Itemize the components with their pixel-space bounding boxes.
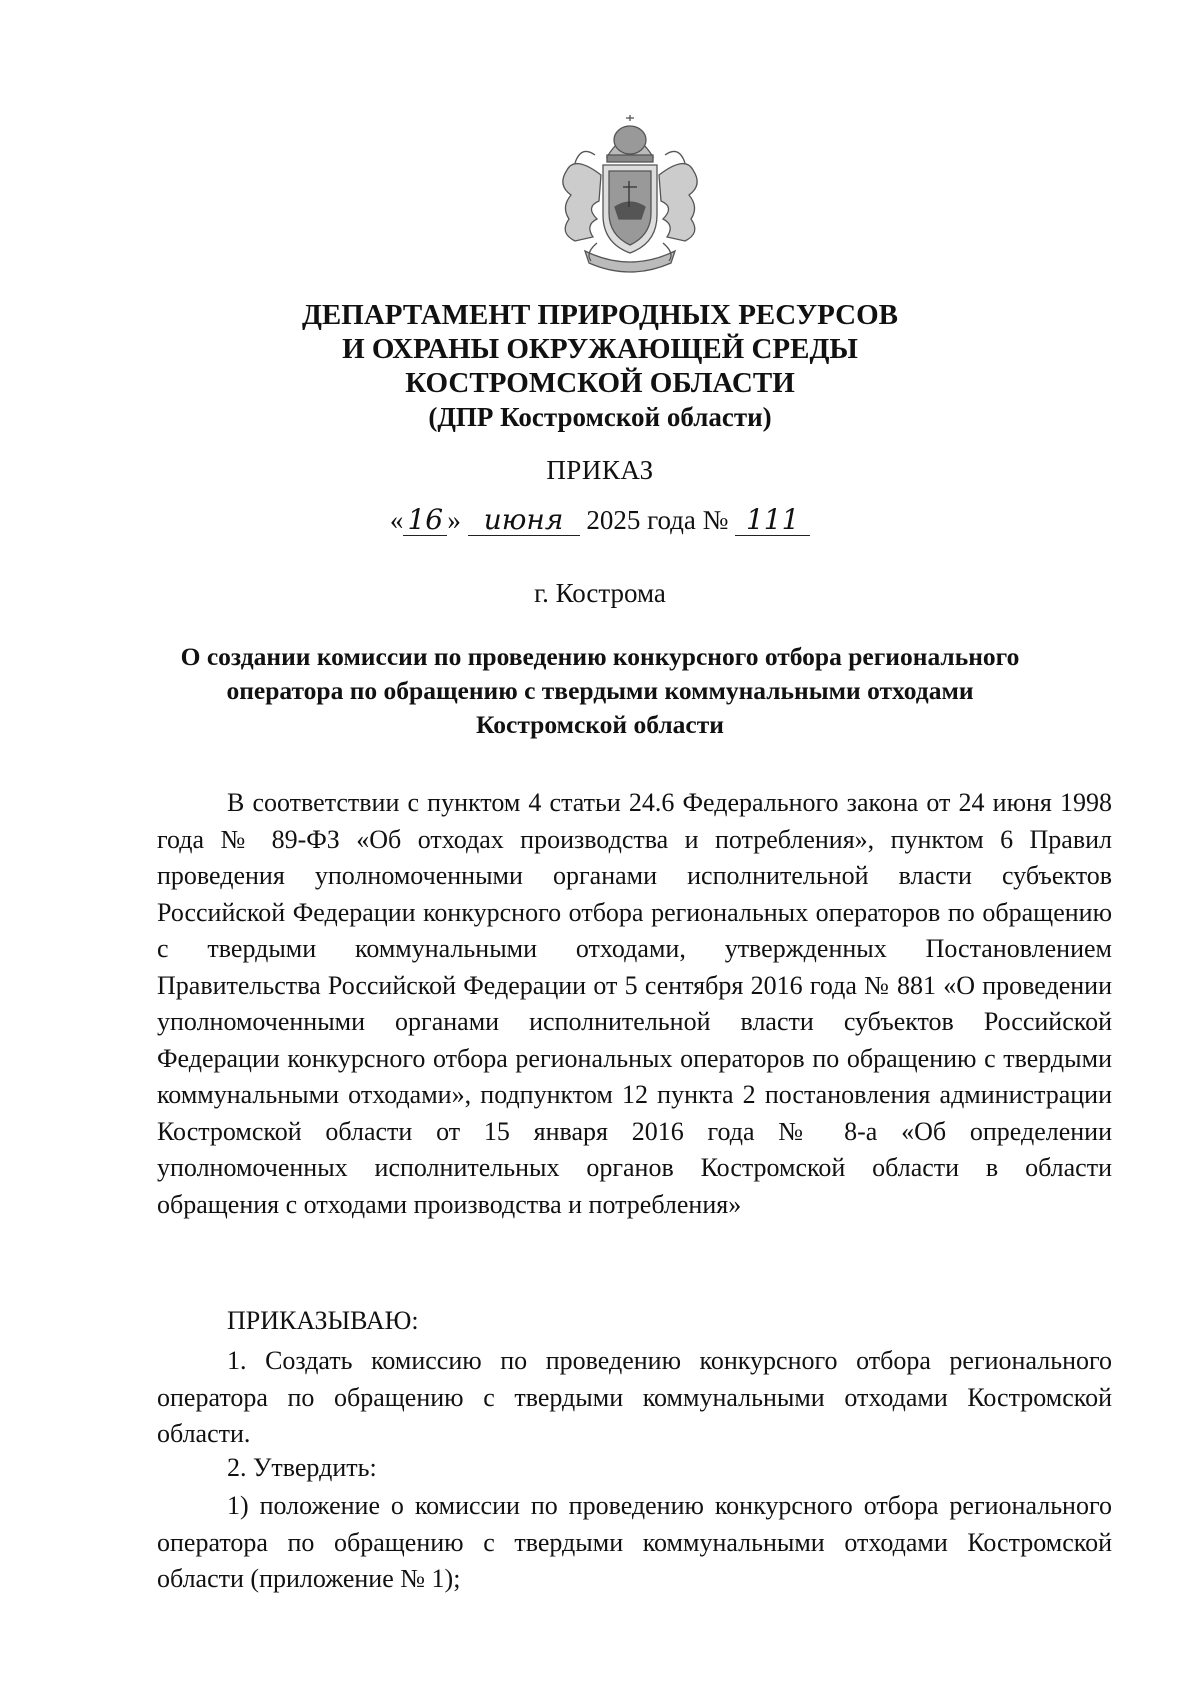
coat-of-arms-emblem — [545, 115, 715, 280]
date-open-quote: « — [389, 505, 404, 535]
order-item-2: 2. Утвердить: — [227, 1453, 377, 1482]
header-short-name: (ДПР Костромской области) — [428, 402, 772, 432]
date-year-text: 2025 года № — [586, 505, 729, 535]
header-line-1: ДЕПАРТАМЕНТ ПРИРОДНЫХ РЕСУРСОВ — [301, 299, 899, 331]
preamble-paragraph: В соответствии с пунктом 4 статьи 24.6 Федерального закона от 24 июня 1998 года № 89-ФЗ «Об отходах производства и потребления», пунктом 6 Правил проведения уполномоченными органами исполнительной власти субъектов Российской Федерации конкурсного отбора региональных операторов по обращению с твердыми коммунальными отходами, утвержденных Постановлением Правительства Российской Федерации от 5 сентября 2016 года № 881 «О проведении уполномоченными органами исполнительной власти субъектов Российской Федерации конкурсного отбора региональных операторов по обращению с твердыми коммунальными отходами», подпунктом 12 пункта 2 постановления администрации Костромской области от 15 января 2016 года № 8-а «Об определении уполномоченных исполнительных органов Костромской области в области обращения с отходами производства и потребления» — [157, 788, 1112, 1219]
order-item-1: 1. Создать комиссию по проведению конкурсного отбора регионального оператора по обращению с твердыми коммунальными отходами Костромской области. — [157, 1346, 1112, 1448]
header-line-3: КОСТРОМСКОЙ ОБЛАСТИ — [405, 367, 795, 399]
date-month-handwritten: июня — [468, 505, 580, 536]
order-item-2-1: 1) положение о комиссии по проведению конкурсного отбора регионального оператора по обращению с твердыми коммунальными отходами Костромской области (приложение № 1); — [157, 1491, 1112, 1593]
header-line-2: И ОХРАНЫ ОКРУЖАЮЩЕЙ СРЕДЫ — [342, 333, 858, 365]
order-word: ПРИКАЗЫВАЮ: — [227, 1306, 419, 1335]
city: г. Кострома — [534, 578, 666, 608]
department-header — [0, 298, 1200, 434]
order-number-handwritten: 111 — [735, 505, 810, 536]
date-close-quote: » — [447, 505, 461, 535]
date-day-handwritten: 16 — [403, 505, 447, 536]
document-title: О создании комиссии по проведению конкурсного отбора регионального оператора по обращению с твердыми коммунальными отходами Костромской области — [180, 642, 1020, 739]
date-line — [0, 505, 1200, 536]
document-type: ПРИКАЗ — [546, 455, 654, 485]
